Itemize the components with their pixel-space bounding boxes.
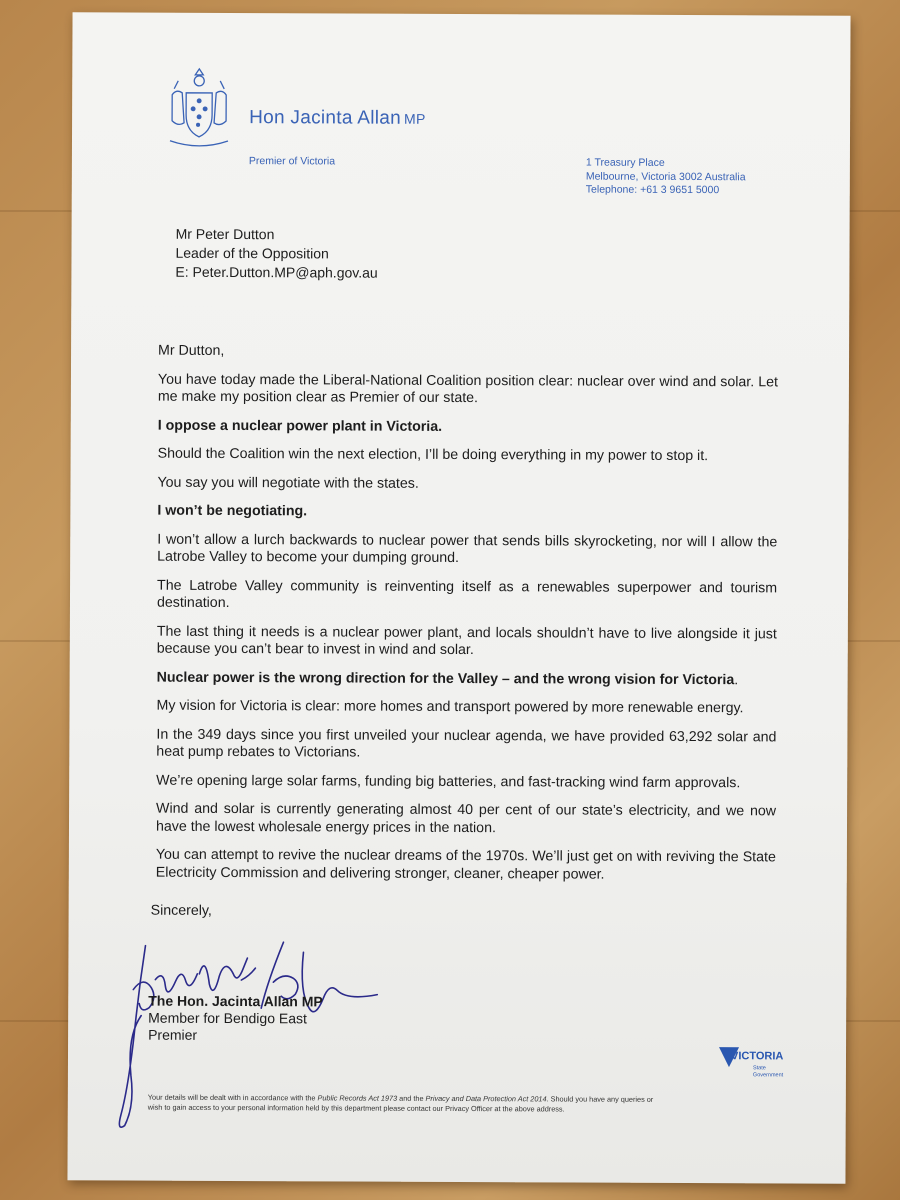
- bold-statement: Nuclear power is the wrong direction for the Valley – and the wrong vision for Victoria: [156, 669, 735, 688]
- address-line: Telephone: +61 3 9651 5000: [585, 183, 720, 197]
- bold-statement-line: [157, 669, 777, 689]
- signatory-line: Premier: [148, 1026, 198, 1043]
- recipient-line: Leader of the Opposition: [175, 244, 329, 262]
- signatory-line: Member for Bendigo East: [148, 1009, 307, 1027]
- paragraph: You have today made the Liberal-National Coalition position clear: nuclear over wind and solar. Let me make my position clear as Premier of our state.: [157, 371, 778, 407]
- letterhead-role: Premier of Victoria: [248, 155, 336, 168]
- letterhead-address: [586, 157, 746, 198]
- paragraph: You can attempt to revive the nuclear dreams of the 1970s. We’ll just get on with reviving the State Electricity Commission and delivering stronger, cleaner, cheaper power.: [155, 846, 776, 883]
- victoria-coat-of-arms-icon: [164, 65, 234, 149]
- paragraph: In the 349 days since you first unveiled your nuclear agenda, we have provided 63,292 solar and heat pump rebates to Victorians.: [156, 726, 777, 761]
- letterhead-name-suffix: MP: [403, 110, 426, 127]
- sign-off: Sincerely,: [150, 902, 212, 919]
- signature-text: Jacinta Allan: [273, 1048, 279, 1050]
- recipient-line: Mr Peter Dutton: [175, 225, 275, 243]
- footer-text: . Should you have any queries or wish to gain access to your personal information held by this department please contact our Privacy Officer at the above address.: [147, 1094, 654, 1114]
- paragraph: I won’t allow a lurch backwards to nuclear power that sends bills skyrocketing, nor will I allow the Latrobe Valley to become your dumping ground.: [157, 531, 778, 566]
- victoria-state-government-logo: [718, 1045, 798, 1085]
- paragraph: The Latrobe Valley community is reinventing itself as a renewables superpower and tourism destination.: [156, 577, 778, 611]
- recipient-block: [175, 225, 378, 283]
- signature-block: [148, 993, 323, 1045]
- paragraph: We’re opening large solar farms, funding big batteries, and fast-tracking wind farm approvals.: [156, 772, 741, 791]
- bold-statement: I won’t be negotiating.: [157, 502, 308, 520]
- signatory-name: The Hon. Jacinta Allan MP: [148, 992, 323, 1010]
- privacy-footer: [148, 1093, 668, 1115]
- paragraph: You say you will negotiate with the states.: [157, 474, 419, 492]
- letter-body: [156, 343, 778, 896]
- paragraph: Wind and solar is currently generating almost 40 per cent of our state’s electricity, and we now have the lowest wholesale energy prices in the nation.: [155, 800, 777, 836]
- paragraph: The last thing it needs is a nuclear power plant, and locals shouldn’t have to live alongside it just because you can’t bear to invest in wind and solar.: [156, 623, 777, 659]
- bold-statement: I oppose a nuclear power plant in Victoria.: [157, 417, 443, 435]
- footer-text: and the: [397, 1093, 426, 1103]
- letterhead-name: [249, 107, 426, 130]
- paragraph: Should the Coalition win the next election, I’ll be doing everything in my power to stop it.: [157, 445, 709, 465]
- letter-page: [67, 12, 850, 1183]
- footer-text: Your details will be dealt with in accordance with the: [147, 1092, 318, 1103]
- logo-sub-line: State: [752, 1065, 766, 1072]
- paragraph: My vision for Victoria is clear: more homes and transport powered by more renewable energy.: [156, 697, 744, 717]
- recipient-email: E: Peter.Dutton.MP@aph.gov.au: [175, 263, 378, 281]
- salutation: Mr Dutton,: [158, 342, 225, 359]
- logo-word: VICTORIA: [730, 1050, 784, 1063]
- letterhead-name-text: Hon Jacinta Allan: [249, 107, 402, 129]
- footer-act: Privacy and Data Protection Act 2014: [425, 1093, 547, 1104]
- bold-statement-period: .: [734, 671, 739, 688]
- footer-act: Public Records Act 1973: [317, 1093, 398, 1103]
- logo-sub-line: Government: [752, 1072, 784, 1079]
- address-line: Melbourne, Victoria 3002 Australia: [585, 170, 746, 183]
- address-line: 1 Treasury Place: [585, 156, 665, 169]
